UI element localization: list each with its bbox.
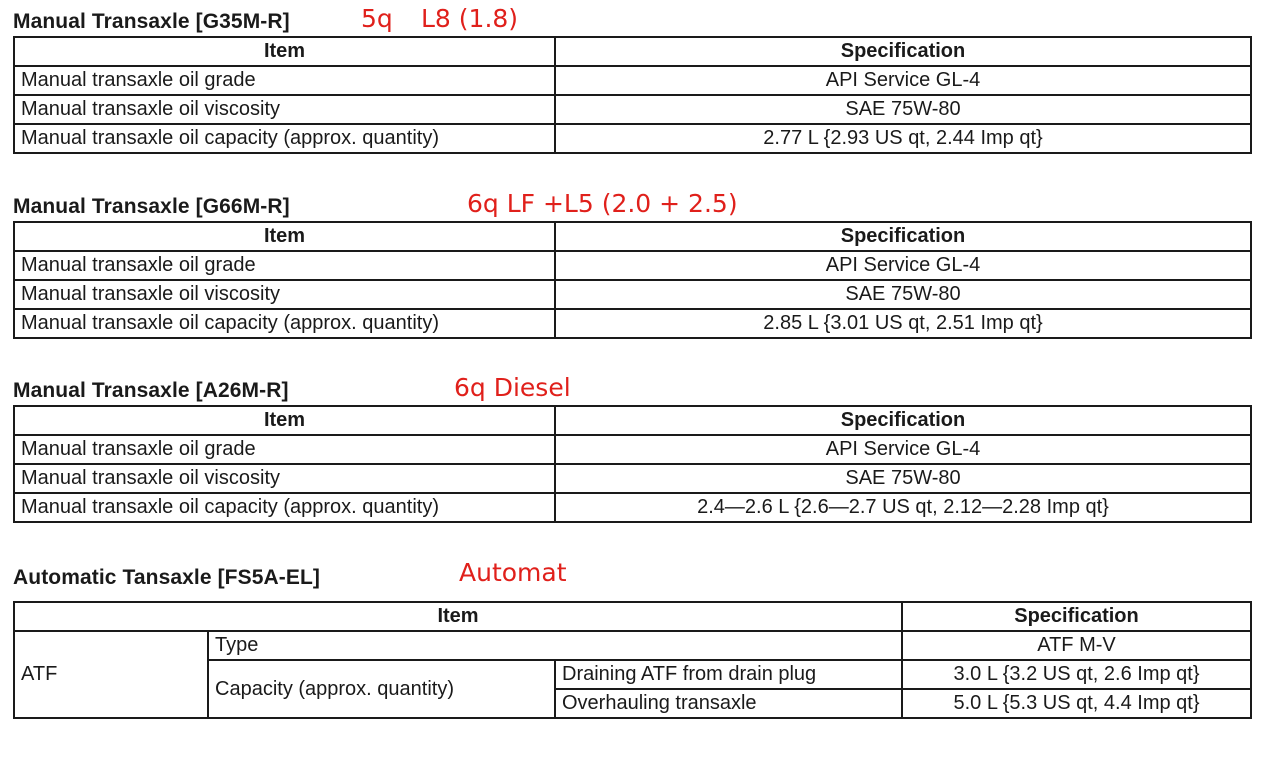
table-header-row (14, 602, 1251, 631)
item-cell: Manual transaxle oil capacity (approx. quantity) (14, 309, 555, 338)
spec-table (13, 36, 1252, 154)
handwritten-annotation: 6q LF +L5 (2.0 + 2.5) (467, 189, 738, 218)
section-a26m-r (13, 373, 1250, 523)
spec-cell: SAE 75W-80 (555, 464, 1251, 493)
handwritten-annotation: 6q Diesel (454, 373, 571, 402)
item-cell: Manual transaxle oil grade (14, 251, 555, 280)
spec-table (13, 405, 1252, 523)
column-header-item: Item (14, 37, 555, 66)
section-title-row (13, 558, 1250, 601)
spec-cell: API Service GL-4 (555, 66, 1251, 95)
item-cell: Manual transaxle oil viscosity (14, 280, 555, 309)
spec-table (13, 221, 1252, 339)
capacity-label-cell: Capacity (approx. quantity) (208, 660, 555, 718)
handwritten-annotation: 5q (361, 4, 393, 33)
item-cell: Overhauling transaxle (555, 689, 902, 718)
section-fs5a-el (13, 558, 1250, 719)
item-cell: Manual transaxle oil grade (14, 435, 555, 464)
section-title-row (13, 4, 1250, 36)
table-row (14, 95, 1251, 124)
spec-cell: API Service GL-4 (555, 435, 1251, 464)
table-header-row (14, 222, 1251, 251)
table-row (14, 309, 1251, 338)
item-cell: Manual transaxle oil viscosity (14, 464, 555, 493)
table-row (14, 631, 1251, 660)
item-cell: Manual transaxle oil capacity (approx. quantity) (14, 124, 555, 153)
spec-cell: SAE 75W-80 (555, 95, 1251, 124)
spec-cell: API Service GL-4 (555, 251, 1251, 280)
column-header-spec: Specification (902, 602, 1251, 631)
section-title: Manual Transaxle [G35M-R] (13, 10, 290, 33)
section-title: Manual Transaxle [A26M-R] (13, 379, 289, 402)
table-row (14, 124, 1251, 153)
table-row (14, 464, 1251, 493)
column-header-spec: Specification (555, 37, 1251, 66)
table-header-row (14, 406, 1251, 435)
item-cell: Manual transaxle oil capacity (approx. quantity) (14, 493, 555, 522)
spec-cell: 5.0 L {5.3 US qt, 4.4 Imp qt} (902, 689, 1251, 718)
column-header-item: Item (14, 602, 902, 631)
spec-cell: 2.4—2.6 L {2.6—2.7 US qt, 2.12—2.28 Imp qt} (555, 493, 1251, 522)
handwritten-annotation: L8 (1.8) (421, 4, 519, 33)
column-header-item: Item (14, 406, 555, 435)
type-label-cell: Type (208, 631, 902, 660)
spec-cell: 3.0 L {3.2 US qt, 2.6 Imp qt} (902, 660, 1251, 689)
item-cell: Draining ATF from drain plug (555, 660, 902, 689)
column-header-item: Item (14, 222, 555, 251)
spec-cell: 2.77 L {2.93 US qt, 2.44 Imp qt} (555, 124, 1251, 153)
item-cell: Manual transaxle oil grade (14, 66, 555, 95)
section-g35m-r (13, 4, 1250, 154)
item-cell: Manual transaxle oil viscosity (14, 95, 555, 124)
table-row (14, 66, 1251, 95)
section-title-row (13, 189, 1250, 221)
spec-table (13, 601, 1252, 719)
handwritten-annotation: Automat (459, 558, 567, 587)
column-header-spec: Specification (555, 222, 1251, 251)
spec-cell: SAE 75W-80 (555, 280, 1251, 309)
table-row (14, 280, 1251, 309)
spec-cell: 2.85 L {3.01 US qt, 2.51 Imp qt} (555, 309, 1251, 338)
section-title-row (13, 373, 1250, 405)
table-row (14, 251, 1251, 280)
group-cell-atf: ATF (14, 631, 208, 718)
section-title: Automatic Tansaxle [FS5A-EL] (13, 566, 320, 589)
spec-cell: ATF M-V (902, 631, 1251, 660)
column-header-spec: Specification (555, 406, 1251, 435)
section-g66m-r (13, 189, 1250, 339)
section-title: Manual Transaxle [G66M-R] (13, 195, 290, 218)
table-row (14, 435, 1251, 464)
table-row (14, 493, 1251, 522)
table-header-row (14, 37, 1251, 66)
